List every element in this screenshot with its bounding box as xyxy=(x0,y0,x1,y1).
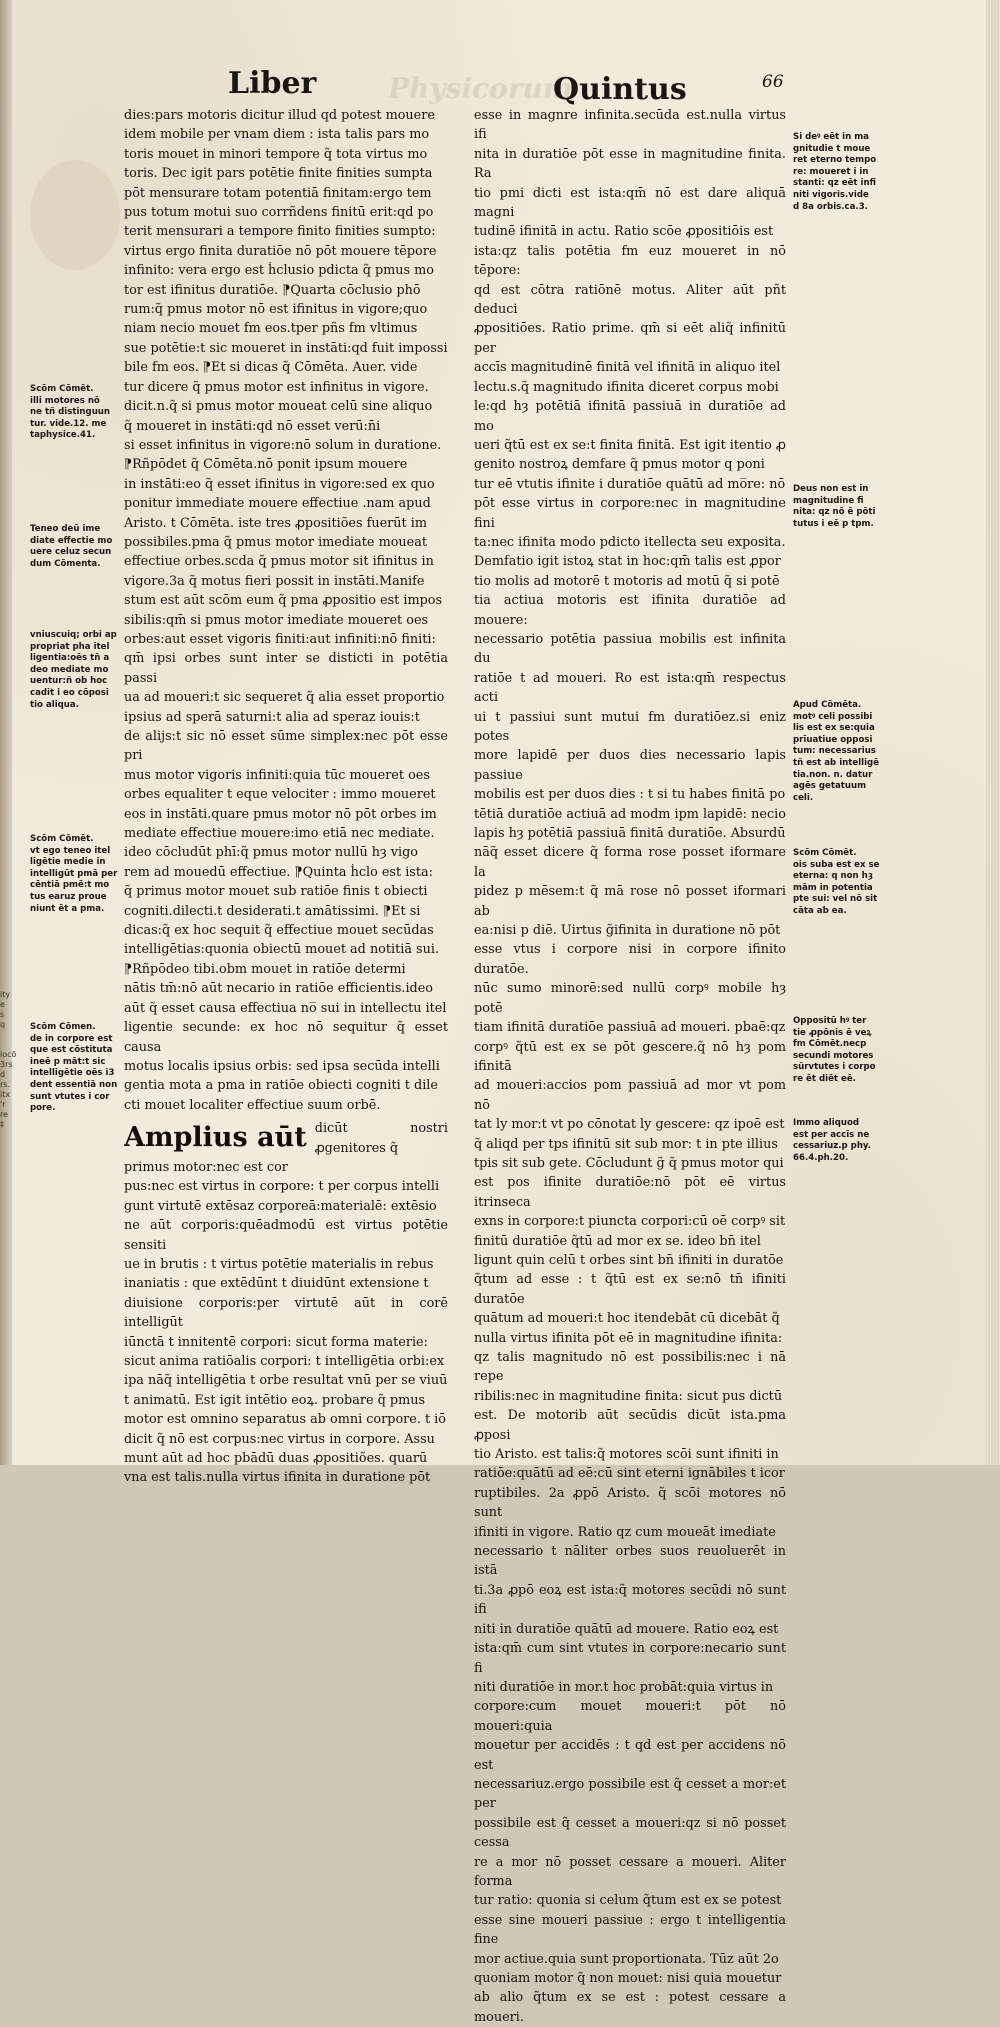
margin-note-right-2: Deus non est in magnitudine fi nita: qz nō ē pōti tutus i eē p tpm. xyxy=(793,484,876,529)
folio-number: 66 xyxy=(762,72,784,92)
text-column-right xyxy=(474,106,786,2027)
left-paragraph-2: pus:nec est virtus in corpore: t per corpus intelli gunt virtutē extēsaz corporeā:materialē: extēsio ne aūt corporis:quēadmodū est virtus potētie sensiti ue in brutis : t virtus potētie materialis in rebus inaniatis : que extēdūnt t diuidūnt extensione t diuisione corporis:per virtutē aūt in corē intelligūt iūnctā t innitentē corpori: sicut forma materie: sicut anima ratiōalis corpori: t intelligētia orbi:ex ipa nāq̃ intelligētia t orbe resultat vnū per se viuū t animatū. Est igit intētio eoꝝ. probare q̃ pmus motor est omnino separatus ab omni corpore. t iō dicit q̃ nō est corpus:nec virtus in corpore. Assu munt aūt ad hoc pbādū duas ꝓpositiões. quarū vna est talis.nulla virtus ifinita in duratione pōt xyxy=(124,1179,448,1486)
margin-note-left-1: Scōm Cōmēt. illi motores nō ne tñ distinguun tur. vide.12. me taphysice.41. xyxy=(30,384,111,441)
margin-note-right-4: Scōm Cōmēt. ois suba est ex se eterna: q non hȝ mām in potentia pte sui: vel nō sit cāta ab ea. xyxy=(793,848,880,916)
margin-note-right-6: Immo aliquod est per accīs ne cessariuz.p phy. 66.4.ph.20. xyxy=(793,1118,872,1163)
decorated-initial: Amplius aūt xyxy=(124,1122,307,1154)
text-column-left xyxy=(124,106,448,1488)
running-head-left: Liber xyxy=(228,66,317,101)
margin-note-right-1: Si deꝰ eēt in ma gnitudie t moue ret eterno tempo re: moueret i in stanti: qz eēt infi niti vigoris.vide d 8a orbis.ca.3. xyxy=(793,132,877,212)
right-paragraph-1: esse in magnre infinita.secūda est.nulla virtus ifi nita in duratiōe pōt esse in magnitudine finita. Ra tio pmi dicti est ista:qm̄ nō est dare aliquā magni tudinē ifinitā in actu. Ratio scōe ꝓpositiōis est ista:qz talis potētia fm euz moueret in nō tēpore: qd est cōtra ratiōnē motus. Aliter aūt pñt deduci ꝓpositiōes. Ratio prime. qm̄ si eēt aliq̃ infinitū per accīs magnitudinē finitā vel ifinitā in aliquo itel lectu.s.q̃ magnitudo ifinita diceret corpus mobi le:qd hȝ potētiā ifinitā passiuā in duratiōe ad mo ueri q̃tū est ex se:t finita finitā. Est igit itentio ꝓ genito nostroꝝ demfare q̃ pmus motor q poni tur eē vtutis ifinite i duratiōe quātū ad mo̅re: nō pōt esse virtus in corpore:nec in magnitudine fini ta:nec ifinita modo pdicto itellecta seu exposita. Demfatio igit istoꝝ stat in hoc:qm̄ talis est ꝓpor tio molis ad motorē t motoris ad motū q̃ si potē tia actiua motoris est ifinita duratiōe ad mouere: necessario potētia passiua mobilis est infinita du ratiōe t ad moueri. Ro est ista:qm̄ respectus acti ui t passiui sunt mutui fm duratiōez.si eniz potes more lapidē per duos dies necessario lapis passiue mobilis est per duos dies : t si tu habes finitā po tētiā duratiōe actiuā ad modm ipm lapidē: necio lapis hȝ potētiā passiuā finitā duratiōe. Absurdū nāq̃ esset dicere q̃ forma rose posset iformare la pidez p mēsem:t q̃ mā rose nō posset iformari ab ea:nisi p diē. Uirtus g̃ifinita in duratione nō pōt esse vtus i corpore nisi in corpore ifinito duratōe. nūc sumo minorē:sed nullū corpꝰ mobile hȝ potē tiam ifinitā duratiōe passiuā ad moueri. pbaē:qz corpꝰ q̃tū est ex se pōt gescere.q̃ nō hȝ pom ifinitā ad moueri:accios pom passiuā ad mor vt pom nō tat ly mor:t vt po cōnotat ly gescere: qz ipoē est q̃ aliqd per tps ifinitū sit sub mor: t in pte illius tpis sit sub gete. Cōcludunt g̃ q̃ pmus motor qui est pos ifinite duratiōe:nō pōt eē virtus itrinseca exns in corpore:t piuncta corpori:cū oē corpꝰ sit finitū duratiōe q̃tū ad mor ex se. ideo bn̄ itel ligunt quin celū t orbes sint bn̄ ifiniti in duratōe q̃tum ad esse : t q̃tū est ex se:nō tn̄ ifiniti duratōe quātum ad moueri:t hoc itendebāt cū dicebāt q̃ nulla virtus ifinita pōt eē in magnitudine ifinita: qz talis magnitudo nō est possibilis:nec i nā repe ribilis:nec in magnitudine finita: sicut pus dictū est. De motorib aūt secūdis dicūt ista.pma ꝓposi tio Aristo. est talis:q̃ motores scōi sunt ifiniti in ratiōe:quātū ad eē:cū sint eterni ignābiles t icor ruptibiles. 2a ꝓpō Aristo. q̃ scōi motores nō sunt ifiniti in vigore. Ratio qz cum moueāt imediate necessario t nāliter orbes suos reuoluerēt in istā ti.3a ꝓpō eoꝝ est ista:q̃ motores secūdi nō sunt ifi niti in duratiōe quātū ad mouere. Ratio eoꝝ est ista:qm̄ cum sint vtutes in corpore:necario sunt fi niti duratiōe in mor.t hoc probāt:quia virtus in corpore:cum mouet moueri:t pōt nō moueri:quia mouetur per accidēs : t qd est per accidens nō est necessariuz.ergo possibile est q̃ cesset a mor:et per possibile est q̃ cesset a moueri:qz si nō posset cessa re a mor nō posset cessare a moueri. Aliter forma tur ratio: quonia si celum q̃tum est ex se potest esse sine moueri passiue : ergo t intelligentia fine mor actiue.quia sunt proportionata. Tūz aūt 2o quoniam motor q̃ non mouet: nisi quia mouetur ab alio q̃tum ex se est : potest cessare a moueri. xyxy=(474,108,786,2025)
paper-stain xyxy=(30,160,120,270)
margin-note-right-5: Oppositū hꝰ ter tie ꝓpōnis ē veꝝ fm Cōmēt.necp secundi motores sūrvtutes i corpo re ēt diēt eē. xyxy=(793,1016,876,1084)
page-fore-edge xyxy=(986,0,1000,1465)
show-through-heading: Physicorum xyxy=(388,72,573,105)
left-paragraph-2-lead: dicūt nostri ꝓgenitores q̃ primus motor:nec est cor xyxy=(124,1121,448,1175)
margin-note-left-2: Teneo deū ime diate effectie mo uere celuz secun dum Cōmenta. xyxy=(30,524,113,569)
running-head-right: Quintus xyxy=(553,72,687,107)
margin-note-left-4: Scōm Cōmēt. vt ego teneo itel ligētie medie in intelligūt pmā per cēntiā pmē:t mo tus earuz proue niunt ēt a pma. xyxy=(30,834,118,914)
left-paragraph-1: dies:pars motoris dicitur illud qd potest mouere idem mobile per vnam diem : ista talis pars mo toris mouet in minori tempore q̃ tota virtus mo toris. Dec igit pars potētie finite finities sumpta pōt mensurare totam potentiā finitam:ergo tem pus totum motui suo corrñdens finitū erit:qd po terit mensurari a tempore finito finities sumpto: virtus ergo finita duratiōe nō pōt mouere tēpore infinito: vera ergo est ḣclusio pdicta q̃ pmus mo tor est ifinitus duratiōe. ⁋Quarta cōclusio phō rum:q̃ pmus motor nō est ifinitus in vigore;quo niam necio mouet fm eos.tper pñs fm vltimus sue potētie:t sic moueret in instāti:qd fuit impossi bile fm eos. ⁋Et si dicas q̃ Cōmēta. Auer. vide tur dicere q̃ pmus motor est infinitus in vigore. dicit.n.q̃ si pmus motor moueat celū sine aliquo q̃ moueret in instāti:qd nō esset verū:n̄i si esset infinitus in vigore:nō solum in duratione. ⁋Rñpōdet q̃ Cōmēta.nō ponit ipsum mouere in instāti:eo q̃ esset ifinitus in vigore:sed ex quo ponitur immediate mouere effectiue .nam apud Aristo. t Cōmēta. iste tres ꝓpositiões fuerūt im possibiles.pma q̃ pmus motor imediate moueat effectiue orbes.scda q̃ pmus motor sit ifinitus in vigore.3a q̃ motus fieri possit in instāti.Manife stum est aūt scōm eum q̃ pma ꝓpositio est impos sibilis:qm̄ si pmus motor imediate moueret oes orbes:aut esset vigoris finiti:aut infiniti:nō finiti: qm̄ ipsi orbes sunt inter se disticti in potētia passi ua ad moueri:t sic sequeret q̃ alia esset proportio ipsius ad sperā saturni:t alia ad speraz iouis:t de alijs:t sic nō esset sūme simplex:nec pōt esse pri mus motor vigoris infiniti:quia tūc moueret oes orbes equaliter t eque velociter : immo moueret eos in instāti.quare pmus motor nō pōt orbes im mediate effectiue mouere:imo etiā nec mediate. ideo cōcludūt phī:q̃ pmus motor nullū hȝ vigo rem ad mouedū effectiue. ⁋Quinta ḣclo est ista: q̃ primus motor mouet sub ratiōe finis t obiecti cogniti.dilecti.t desiderati.t amātissimi. ⁋Et si dicas:q̃ ex hoc sequit q̃ effectiue mouet secūdas intelligētias:quonia obiectū mouet ad notitiā sui. ⁋Rñpōdeo tibi.obm mouet in ratiōe determi nātis tm̄:nō aūt necario in ratiōe efficientis.ideo aūt q̃ esset causa effectiua no̅ sui in intellectu itel ligentie secunde: ex hoc nō sequitur q̃ esset causa motus localis ipsius orbis: sed ipsa secūda intelli gentia mota a pma in ratiōe obiecti cogniti t dile cti mouet localiter effectiue suum orbē. xyxy=(124,108,448,1113)
binding-gutter xyxy=(0,0,17,1465)
margin-note-left-3: vniuscuiq; orbi ap propriat pha itel ligentia:oēs tn̄ a deo mediate mo uentur:ñ ob hoc cadit i eo cōposi tio aliqua. xyxy=(30,630,117,710)
facing-page-bleed-text: ity e s q locō 3rs d rs. itx 'r re ‡ xyxy=(0,990,17,1129)
amplius-block xyxy=(124,1119,448,1177)
margin-note-left-5: Scōm Cōmen. de in corpore est que est cōstituta ineē p māt:t sic intelligētie oēs i3 dent essentiā non sunt vtutes i cor pore. xyxy=(30,1022,118,1114)
margin-note-right-3: Apud Cōmēta. motꝰ celi possibi lis est ex se:quia prīuatiue opposi tum: necessarius tñ est ab intelligē tia.non. n. datur agēs getatuum celi. xyxy=(793,700,880,803)
